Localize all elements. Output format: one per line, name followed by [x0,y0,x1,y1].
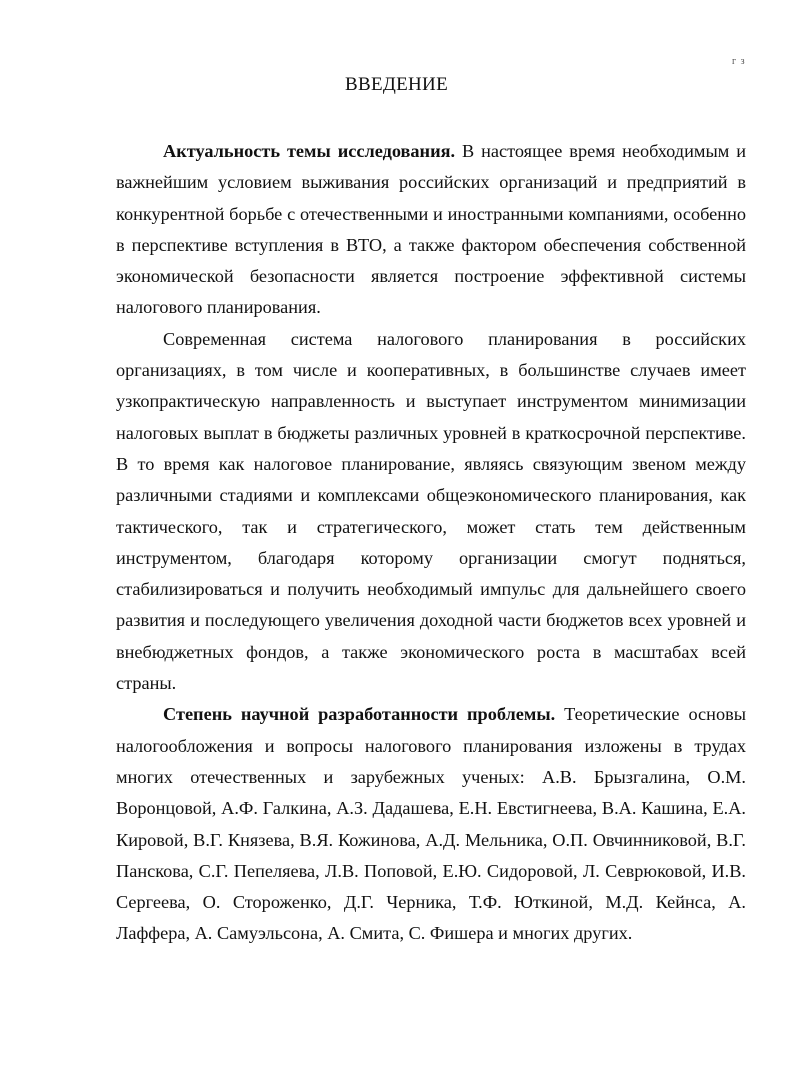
paragraph-current-system [116,324,746,700]
paragraph-lead: Актуальность темы исследования. [163,141,456,161]
page-number-mark: г з [732,56,746,67]
paragraph-lead: Степень научной разработанности проблемы. [163,704,556,725]
document-body [116,136,746,950]
page-heading: ВВЕДЕНИЕ [345,74,448,95]
paragraph-relevance [116,136,746,324]
paragraph-text: Теоретические основы налогообложения и вопросы налогового планирования изложены в трудах многих отечественных и зарубежных ученых: А.В. Брызгалина, О.М. Воронцовой, А.Ф. Галкина, А.З. Дадашева, Е.Н. Евстигнеева, В.А. Кашина, Е.А. Кировой, В.Г. Князева, В.Я. Кожинова, А.Д. Мельника, О.П. Овчинниковой, В.Г. Панскова, С.Г. Пепеляева, Л.В. Поповой, Е.Ю. Сидоровой, Л. Севрюковой, И.В. Сергеева, О. Стороженко, Д.Г. Черника, Т.Ф. Юткиной, М.Д. Кейнса, А. Лаффера, А. Самуэльсона, А. Смита, С. Фишера и многих других. [116,704,746,944]
paragraph-text: В настоящее время необходимым и важнейшим условием выживания российских организаций и предприятий в конкурентной борьбе с отечественными и иностранными компаниями, особенно в перспективе вступления в ВТО, а также фактором обеспечения собственной экономической безопасности является построение эффективной системы налогового планирования. [116,141,747,318]
paragraph-text: Современная система налогового планирования в российских организациях, в том числе и кооперативных, в большинстве случаев имеет узкопрактическую направленность и выступает инструментом минимизации налоговых выплат в бюджеты различных уровней в краткосрочной перспективе. В то время как налоговое планирование, являясь связующим звеном между различными стадиями и комплексами общеэкономического планирования, как тактического, так и стратегического, может стать тем действенным инструментом, благодаря которому организации смогут подняться, стабилизироваться и получить необходимый импульс для дальнейшего своего развития и последующего увеличения доходной части бюджетов всех уровней и внебюджетных фондов, а также экономического роста в масштабах всей страны. [116,328,746,694]
paragraph-research-degree [116,699,746,949]
